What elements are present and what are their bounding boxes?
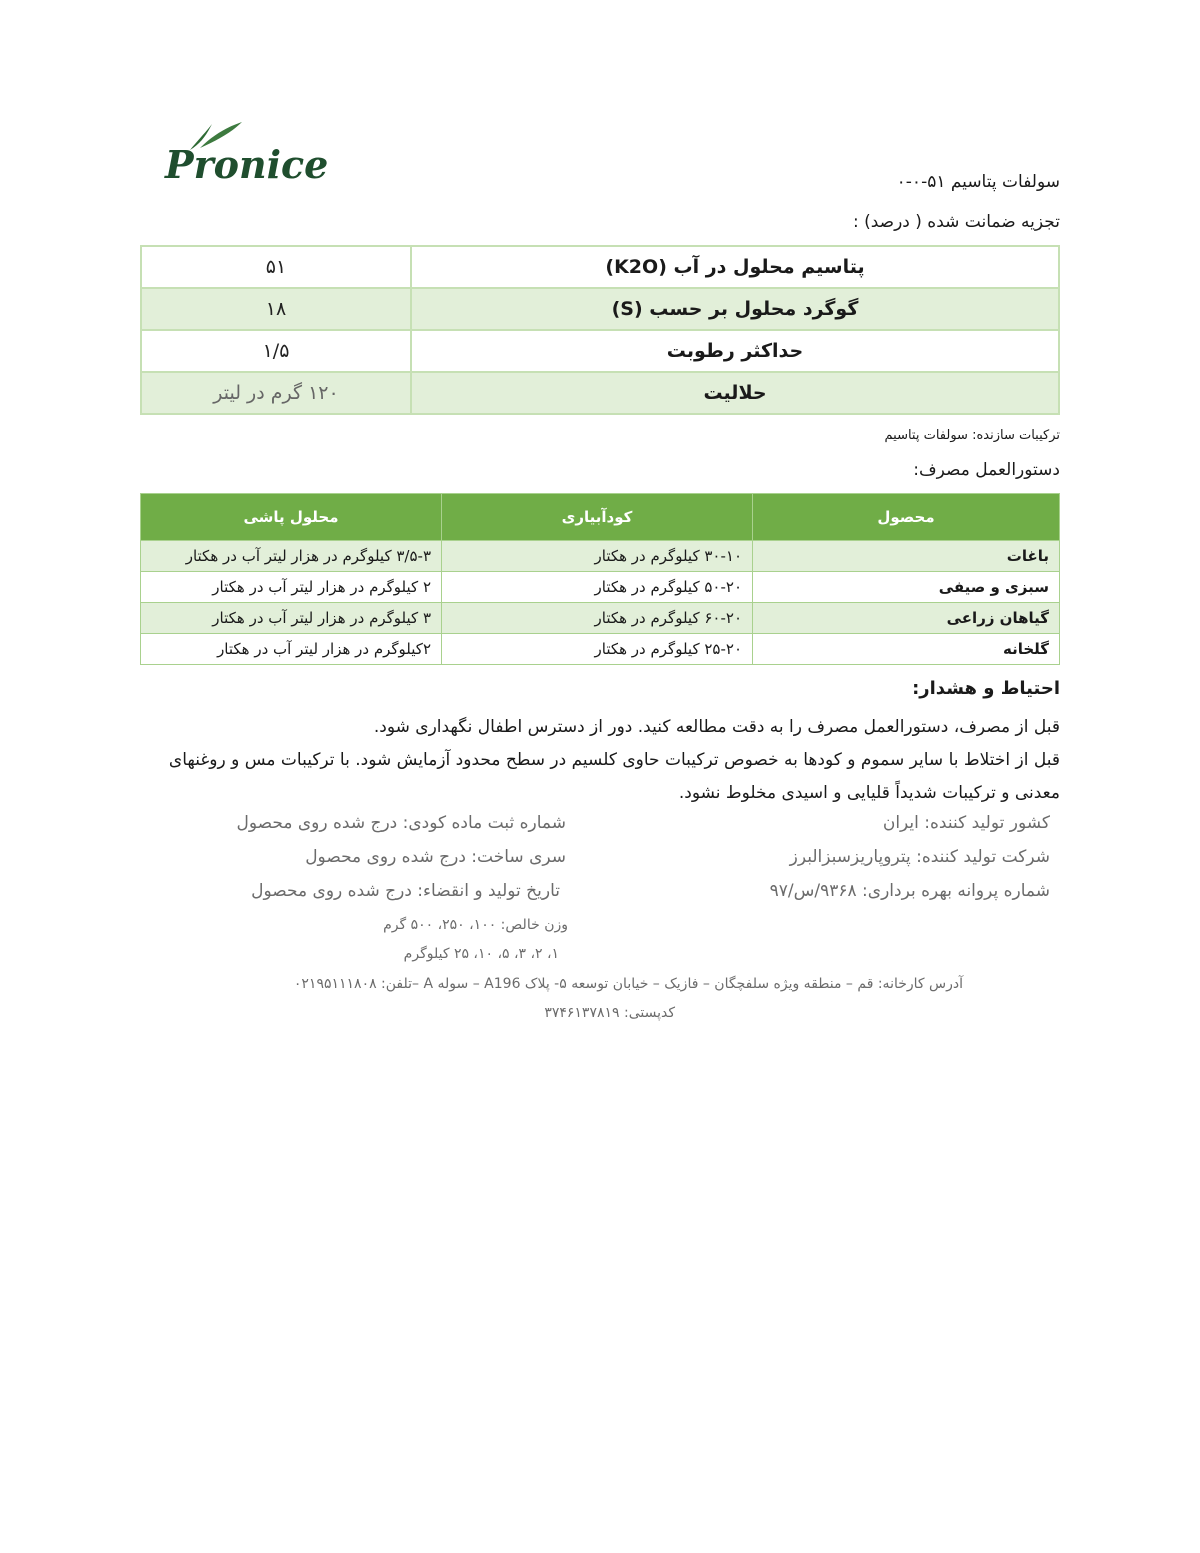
header-fertigation: کودآبیاری xyxy=(442,494,753,541)
foliar-cell: ۲ کیلوگرم در هزار لیتر آب در هکتار xyxy=(141,572,442,603)
table-row xyxy=(141,603,1060,634)
crop-cell: گلخانه xyxy=(753,634,1060,665)
registration-text: شماره ثبت ماده کودی: درج شده روی محصول xyxy=(236,813,566,833)
analysis-name: حداکثر رطوبت xyxy=(411,330,1059,372)
header-crop: محصول xyxy=(753,494,1060,541)
foliar-cell: ۲کیلوگرم در هزار لیتر آب در هکتار xyxy=(141,634,442,665)
fertigation-cell: ۳۰-۱۰ کیلوگرم در هکتار xyxy=(442,541,753,572)
table-row xyxy=(141,330,1059,372)
table-row xyxy=(141,246,1059,288)
postal-code: کدپستی: ۳۷۴۶۱۳۷۸۱۹ xyxy=(544,1005,675,1021)
table-row xyxy=(141,372,1059,414)
country-text: کشور تولید کننده: ایران xyxy=(882,813,1050,833)
analysis-value: ۱۲۰ گرم در لیتر xyxy=(141,372,411,414)
leaf-icon xyxy=(160,118,329,188)
warning-paragraph-2: قبل از اختلاط با سایر سموم و کودها به خصوص ترکیبات حاوی کلسیم در سطح محدود آزمایش شود. با ترکیبات مس و روغنهای معدنی و ترکیبات شدیداً قلیایی و اسیدی مخلوط نشود. xyxy=(168,750,1060,803)
guaranteed-analysis-label: تجزیه ضمانت شده ( درصد) : xyxy=(852,212,1060,232)
pronice-logo xyxy=(160,118,329,188)
warning-paragraph-1: قبل از مصرف، دستورالعمل مصرف را به دقت مطالعه کنید. دور از دسترس اطفال نگهداری شود. xyxy=(373,717,1060,737)
net-weight-grams: وزن خالص: ۱۰۰، ۲۵۰، ۵۰۰ گرم xyxy=(383,917,568,933)
table-row xyxy=(141,541,1060,572)
usage-label: دستورالعمل مصرف: xyxy=(913,460,1060,480)
table-header-row xyxy=(141,494,1060,541)
analysis-name: حلالیت xyxy=(411,372,1059,414)
fertigation-cell: ۲۵-۲۰ کیلوگرم در هکتار xyxy=(442,634,753,665)
foliar-cell: ۳/۵-۳ کیلوگرم در هزار لیتر آب در هکتار xyxy=(141,541,442,572)
dates-text: تاریخ تولید و انقضاء: درج شده روی محصول xyxy=(251,881,560,901)
net-weight-kg: ۱، ۲، ۳، ۵، ۱۰، ۲۵ کیلوگرم xyxy=(403,946,559,962)
ingredients-text: ترکیبات سازنده: سولفات پتاسیم xyxy=(884,428,1060,443)
batch-text: سری ساخت: درج شده روی محصول xyxy=(305,847,566,867)
product-title: سولفات پتاسیم ۵۱-۰-۰ xyxy=(896,172,1060,192)
analysis-value: ۱/۵ xyxy=(141,330,411,372)
factory-address: آدرس کارخانه: قم – منطقه ویژه سلفچگان – فازیک – خیابان توسعه ۵- پلاک A196 – سوله A –تلفن: ۰۲۱۹۵۱۱۱۸۰۸ xyxy=(293,976,963,992)
warning-title: احتیاط و هشدار: xyxy=(912,678,1060,699)
fertigation-cell: ۶۰-۲۰ کیلوگرم در هکتار xyxy=(442,603,753,634)
analysis-value: ۱۸ xyxy=(141,288,411,330)
analysis-name: پتاسیم محلول در آب (K2O) xyxy=(411,246,1059,288)
crop-cell: باغات xyxy=(753,541,1060,572)
license-text: شماره پروانه بهره برداری: ۹۳۶۸/س/۹۷ xyxy=(769,881,1050,901)
analysis-table xyxy=(140,245,1060,415)
manufacturer-text: شرکت تولید کننده: پتروپاریزسبزالبرز xyxy=(789,847,1050,867)
table-row xyxy=(141,288,1059,330)
analysis-name: گوگرد محلول بر حسب (S) xyxy=(411,288,1059,330)
fertigation-cell: ۵۰-۲۰ کیلوگرم در هکتار xyxy=(442,572,753,603)
crop-cell: سبزی و صیفی xyxy=(753,572,1060,603)
foliar-cell: ۳ کیلوگرم در هزار لیتر آب در هکتار xyxy=(141,603,442,634)
header-foliar: محلول پاشی xyxy=(141,494,442,541)
logo-text: Pronice xyxy=(165,142,329,187)
table-row xyxy=(141,572,1060,603)
analysis-value: ۵۱ xyxy=(141,246,411,288)
crop-cell: گیاهان زراعی xyxy=(753,603,1060,634)
usage-table xyxy=(140,493,1060,665)
table-row xyxy=(141,634,1060,665)
